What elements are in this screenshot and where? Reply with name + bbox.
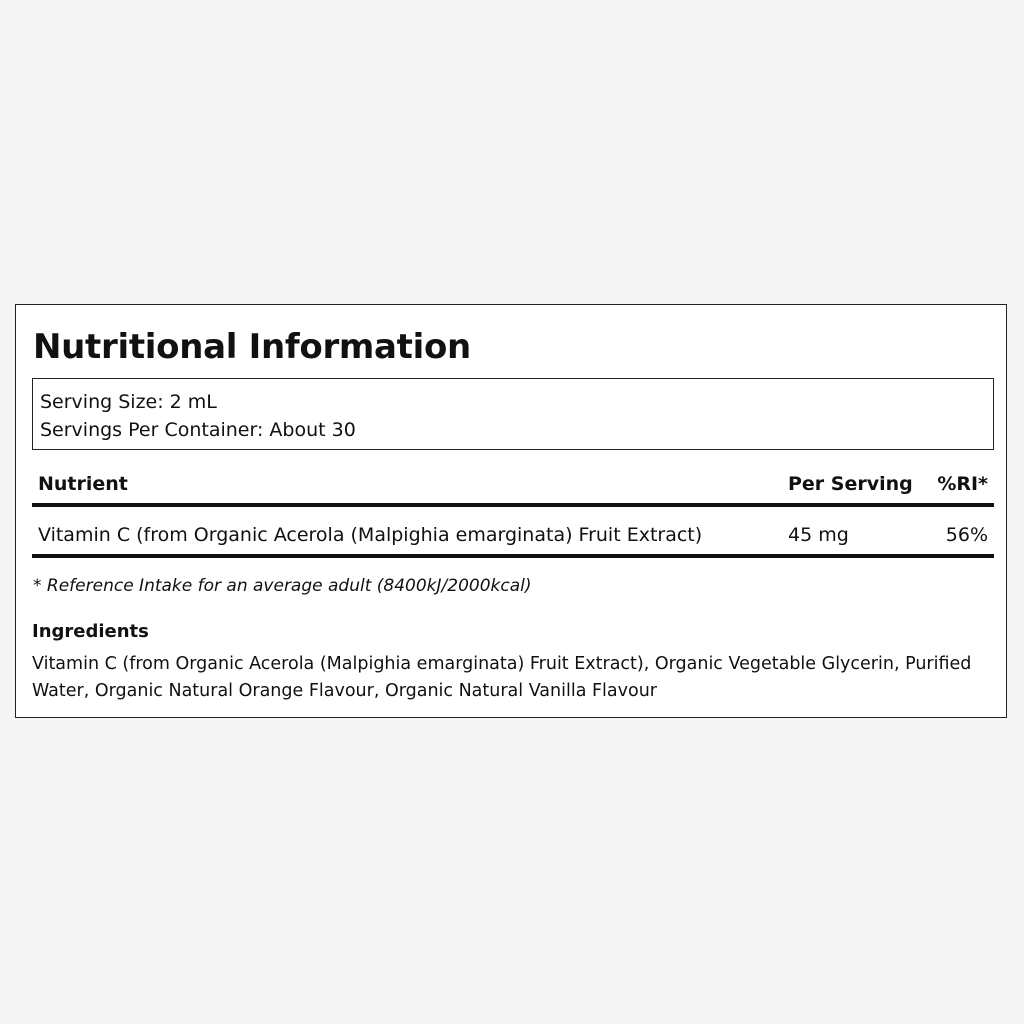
table-bottom-divider [32,554,994,558]
header-divider [32,503,994,507]
serving-size: Serving Size: 2 mL [40,391,217,413]
reference-footnote: * Reference Intake for an average adult (8400kJ/2000kcal) [33,576,532,596]
nutrition-panel [15,304,1007,718]
servings-per-container: Servings Per Container: About 30 [40,419,356,441]
table-header-row [32,465,994,503]
row-nutrient: Vitamin C (from Organic Acerola (Malpighia emarginata) Fruit Extract) [38,524,703,546]
panel-title: Nutritional Information [33,327,471,367]
header-per-serving: Per Serving [788,473,913,495]
row-ri: 56% [945,524,988,546]
row-per-serving: 45 mg [788,524,849,546]
header-ri: %RI* [937,473,988,495]
table-row [32,519,994,553]
ingredients-heading: Ingredients [32,621,149,642]
ingredients-text: Vitamin C (from Organic Acerola (Malpighia emarginata) Fruit Extract), Organic Vegetable Glycerin, Purified Water, Organic Natural Orange Flavour, Organic Natural Vanilla Flavour [32,654,972,701]
serving-info-box [32,378,994,450]
header-nutrient: Nutrient [38,473,128,495]
